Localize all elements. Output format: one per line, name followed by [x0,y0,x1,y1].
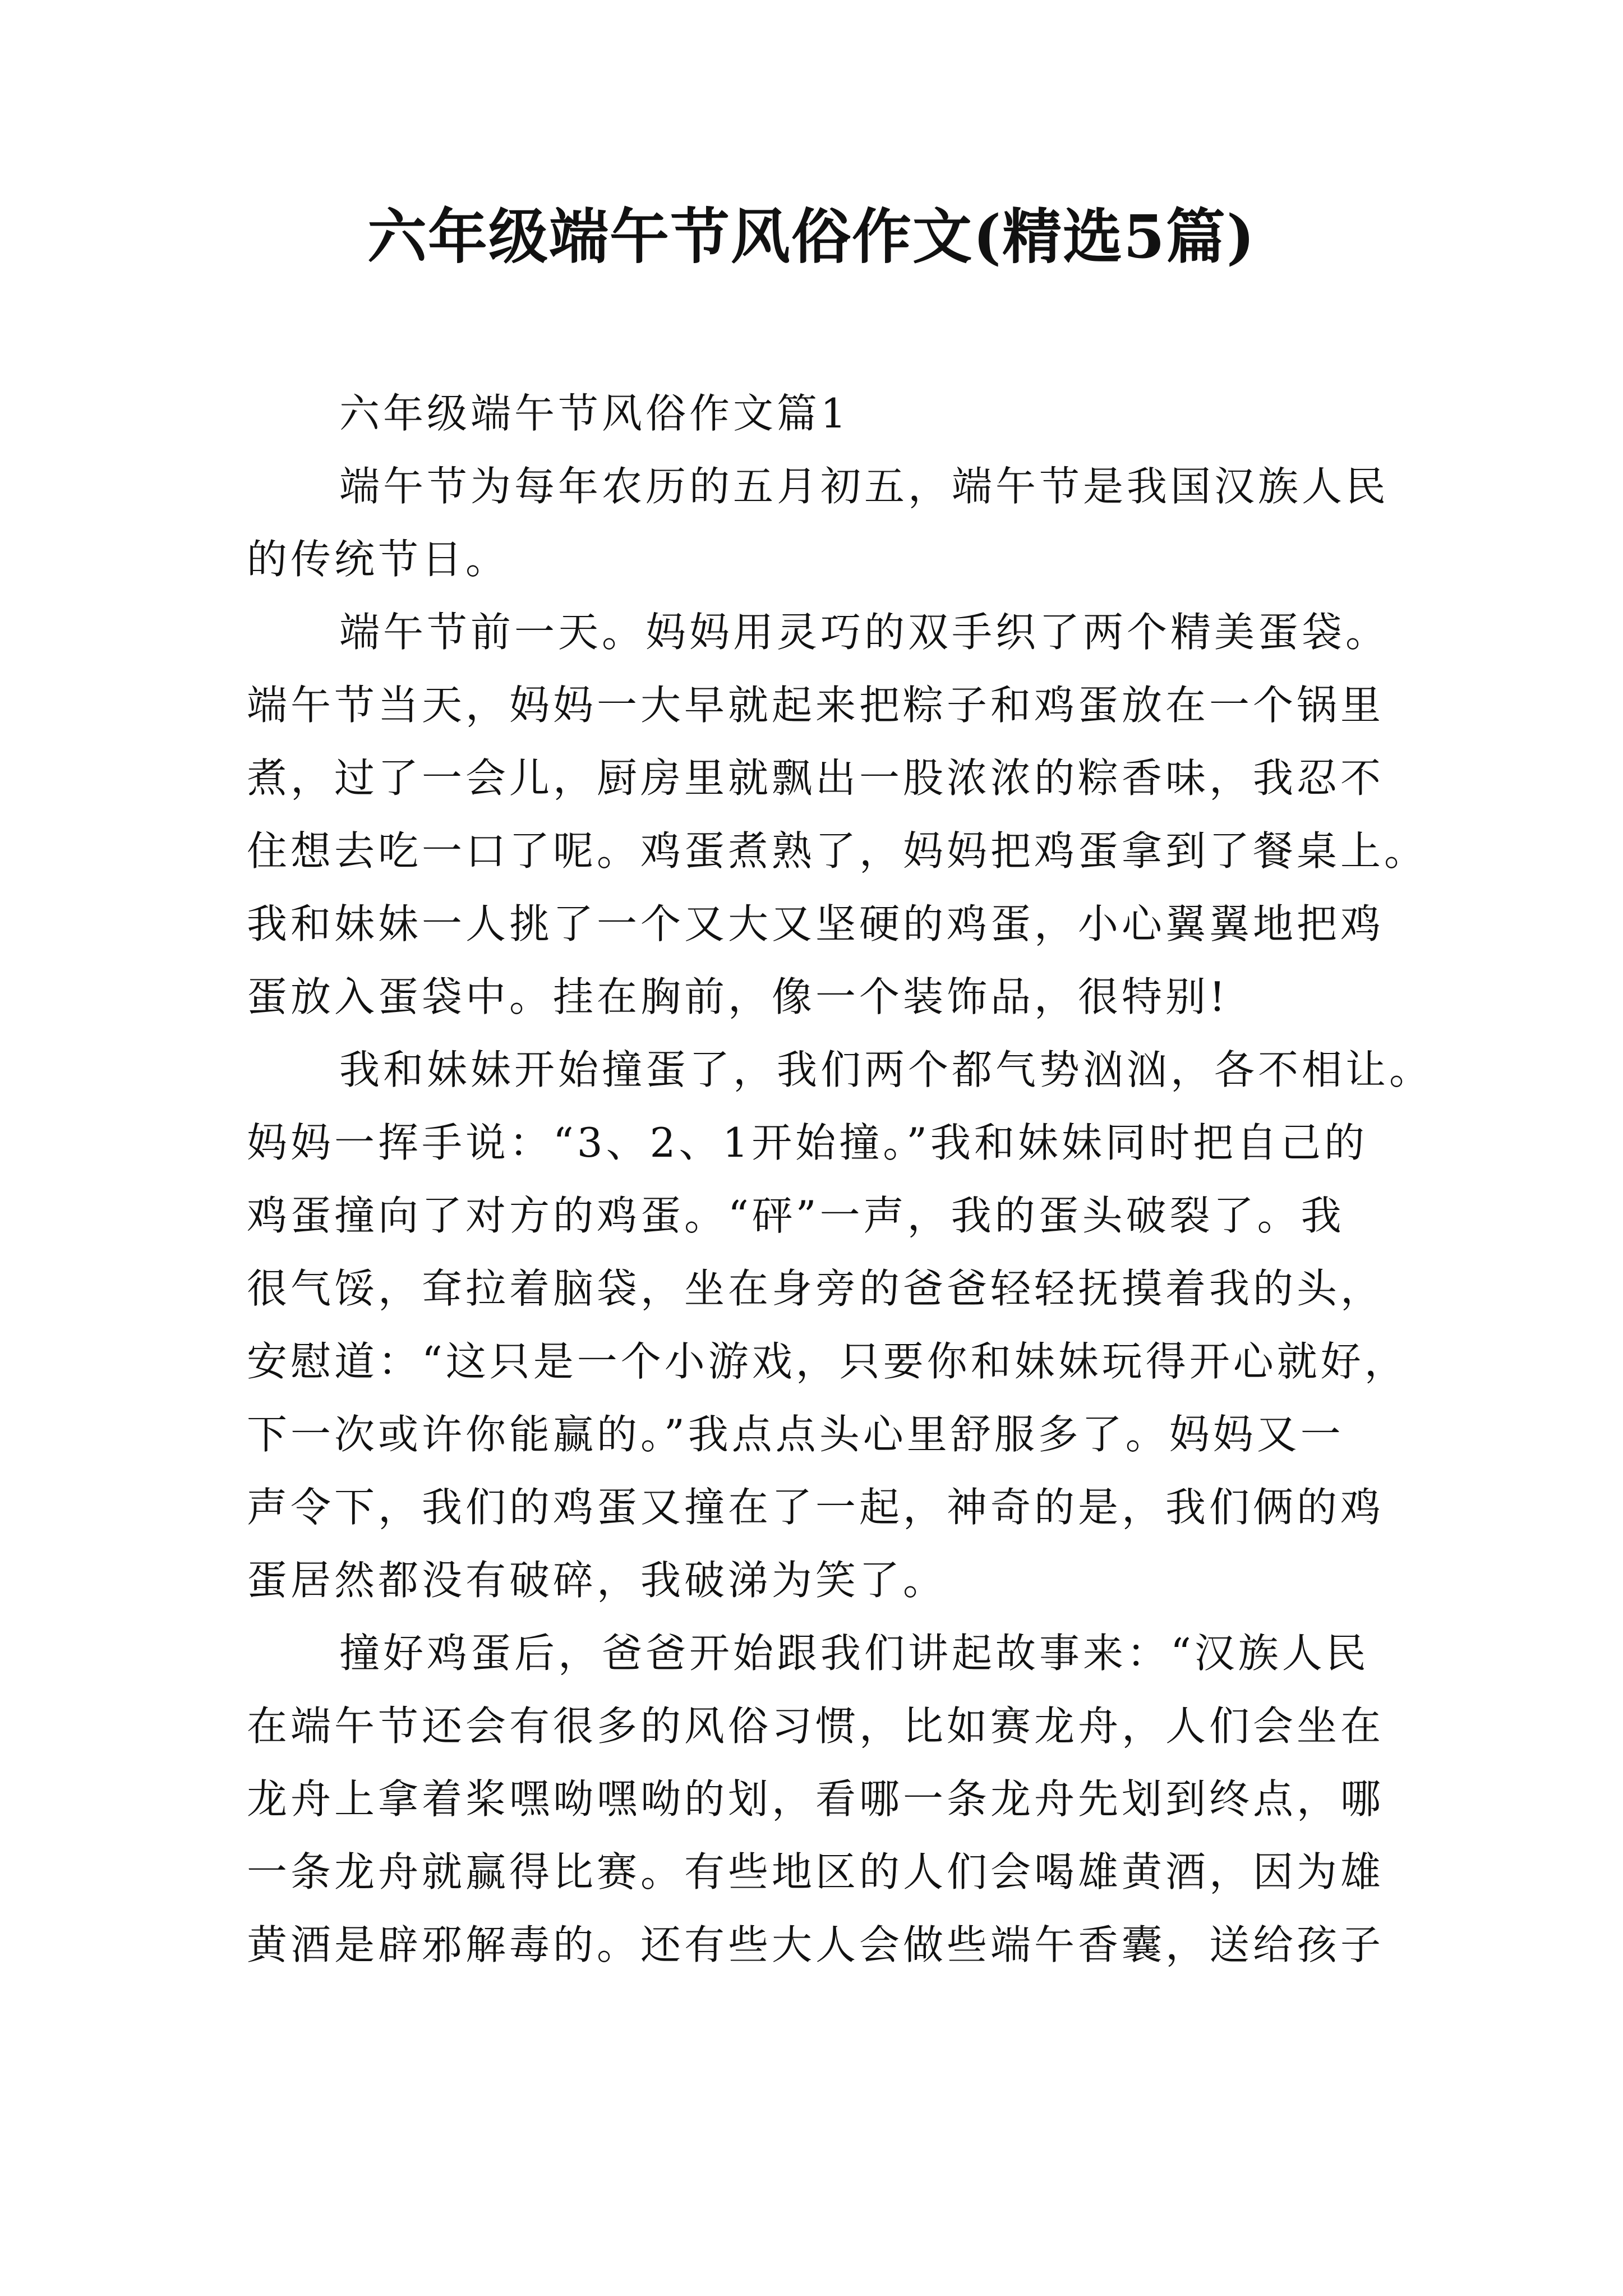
paragraph-3-line-2: 妈妈一挥手说：“3、2、1开始撞。”我和妹妹同时把自己的 [247,1119,1368,1166]
paragraph-3-line-1: 我和妹妹开始撞蛋了，我们两个都气势汹汹，各不相让。 [339,1046,1433,1093]
paragraph-3-line-6: 下一次或许你能赢的。”我点点头心里舒服多了。妈妈又一 [247,1411,1344,1458]
paragraph-3-line-8: 蛋居然都没有破碎，我破涕为笑了。 [247,1557,947,1604]
paragraph-4-line-3: 龙舟上拿着桨嘿呦嘿呦的划，看哪一条龙舟先划到终点，哪 [247,1775,1385,1823]
paragraph-3-line-4: 很气馁，耷拉着脑袋，坐在身旁的爸爸轻轻抚摸着我的头， [247,1265,1385,1312]
document-body [247,377,1433,1981]
section-heading: 六年级端午节风俗作文篇1 [339,390,850,437]
paragraph-3-line-5: 安慰道：“这只是一个小游戏，只要你和妹妹玩得开心就好， [247,1338,1408,1385]
paragraph-4-line-4: 一条龙舟就赢得比赛。有些地区的人们会喝雄黄酒，因为雄 [247,1848,1385,1895]
paragraph-3-line-7: 声令下，我们的鸡蛋又撞在了一起，神奇的是，我们俩的鸡 [247,1484,1385,1531]
document-title: 六年级端午节风俗作文(精选5篇) [367,201,1256,272]
paragraph-2-line-1: 端午节前一天。妈妈用灵巧的双手织了两个精美蛋袋。 [339,609,1390,656]
paragraph-4-line-5: 黄酒是辟邪解毒的。还有些大人会做些端午香囊，送给孩子 [247,1921,1385,1968]
paragraph-2-line-5: 我和妹妹一人挑了一个又大又坚硬的鸡蛋，小心翼翼地把鸡 [247,900,1385,947]
paragraph-2-line-3: 煮，过了一会儿，厨房里就飘出一股浓浓的粽香味，我忍不 [247,754,1385,802]
paragraph-2-line-2: 端午节当天，妈妈一大早就起来把粽子和鸡蛋放在一个锅里 [247,682,1385,729]
paragraph-1-line-1: 端午节为每年农历的五月初五，端午节是我国汉族人民 [339,463,1390,510]
paragraph-3-line-3: 鸡蛋撞向了对方的鸡蛋。“砰”一声，我的蛋头破裂了。我 [247,1192,1345,1239]
paragraph-1-line-2: 的传统节日。 [247,536,510,583]
paragraph-4-line-1: 撞好鸡蛋后，爸爸开始跟我们讲起故事来：“汉族人民 [339,1630,1370,1677]
paragraph-4-line-2: 在端午节还会有很多的风俗习惯，比如赛龙舟，人们会坐在 [247,1703,1385,1750]
paragraph-2-line-6: 蛋放入蛋袋中。挂在胸前，像一个装饰品，很特别! [247,973,1229,1020]
paragraph-2-line-4: 住想去吃一口了呢。鸡蛋煮熟了，妈妈把鸡蛋拿到了餐桌上。 [247,827,1428,875]
